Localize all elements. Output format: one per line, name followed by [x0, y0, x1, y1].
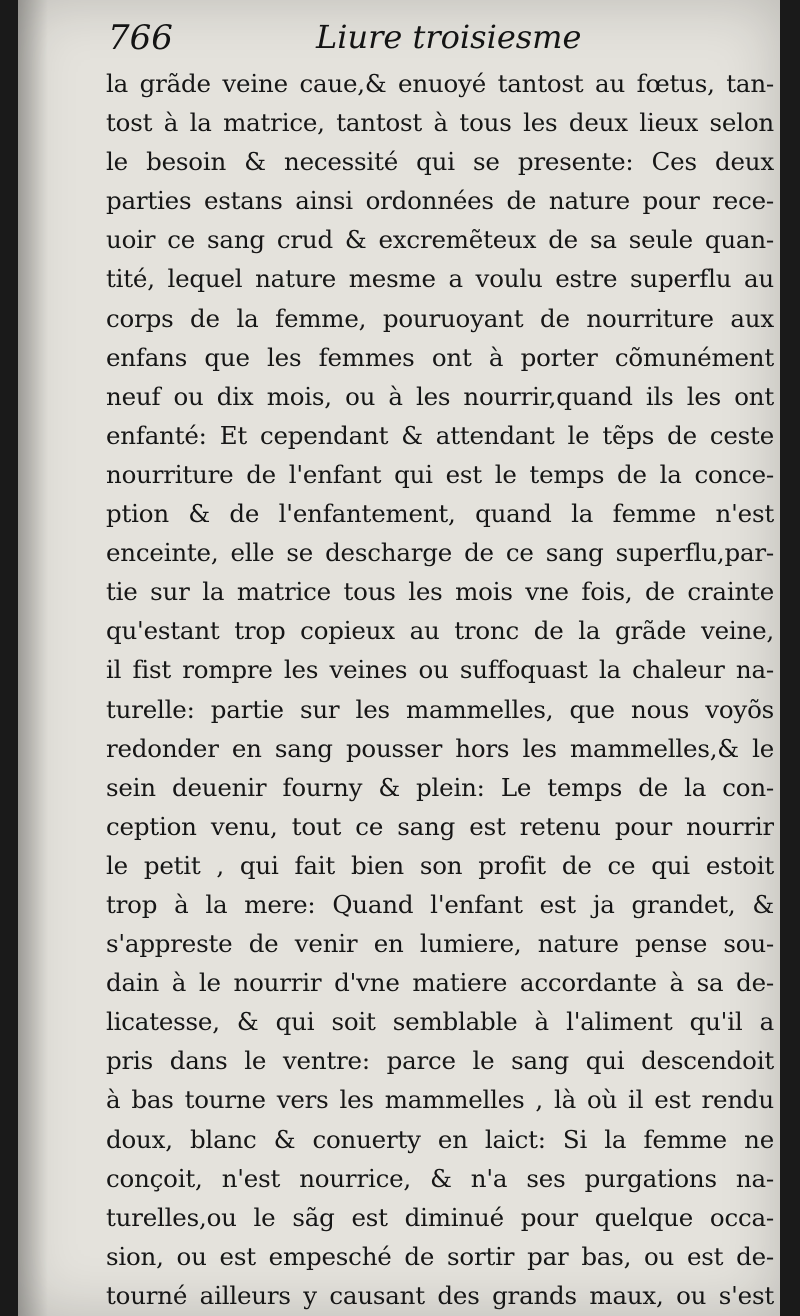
page-number: 766	[108, 18, 173, 58]
text-line: licatesse, & qui soit semblable à l'aliment qu'il a	[106, 1007, 774, 1037]
text-line: turelle: partie sur les mammelles, que nous voyõs	[106, 694, 774, 724]
text-line: ception venu, tout ce sang est retenu pour nourrir	[106, 811, 774, 841]
text-line: tost à la matrice, tantost à tous les deux lieux selon	[106, 108, 774, 138]
text-line: neuf ou dix mois, ou à les nourrir,quand ils les ont	[106, 381, 774, 411]
body-text	[106, 64, 774, 1315]
text-line: conçoit, n'est nourrice, & n'a ses purgations na-	[106, 1163, 774, 1193]
text-line: doux, blanc & conuerty en laict: Si la femme ne	[106, 1124, 774, 1154]
text-line: tourné ailleurs y causant des grands maux, ou s'est	[106, 1280, 774, 1310]
text-line: parties estans ainsi ordonnées de nature pour rece-	[106, 186, 774, 216]
book-page	[18, 0, 780, 1316]
text-line: turelles,ou le sãg est diminué pour quelque occa-	[106, 1202, 774, 1232]
text-line: tie sur la matrice tous les mois vne fois, de crainte	[106, 577, 774, 607]
text-line: il fist rompre les veines ou suffoquast la chaleur na-	[106, 655, 774, 685]
text-line: sein deuenir fourny & plein: Le temps de la con-	[106, 772, 774, 802]
text-line: sion, ou est empesché de sortir par bas, ou est de-	[106, 1241, 774, 1271]
text-line: enfanté: Et cependant & attendant le tẽps de ceste	[106, 420, 774, 450]
text-line: uoir ce sang crud & excremẽteux de sa seule quan-	[106, 225, 774, 255]
running-title: Liure troisiesme	[316, 18, 582, 56]
text-line: corps de la femme, pouruoyant de nourriture aux	[106, 303, 774, 333]
text-line: à bas tourne vers les mammelles , là où il est rendu	[106, 1085, 774, 1115]
text-line: le besoin & necessité qui se presente: Ces deux	[106, 147, 774, 177]
page-header	[108, 14, 768, 64]
text-line: ption & de l'enfantement, quand la femme n'est	[106, 499, 774, 529]
text-line: redonder en sang pousser hors les mammelles,& le	[106, 733, 774, 763]
text-line: enfans que les femmes ont à porter cõmunément	[106, 342, 774, 372]
text-line: dain à le nourrir d'vne matiere accordante à sa de-	[106, 968, 774, 998]
text-line: la grãde veine caue,& enuoyé tantost au fœtus, tan-	[106, 69, 774, 98]
text-line: s'appreste de venir en lumiere, nature pense sou-	[106, 929, 774, 959]
text-line: tité, lequel nature mesme a voulu estre superflu au	[106, 264, 774, 294]
text-line: trop à la mere: Quand l'enfant est ja grandet, &	[106, 889, 774, 919]
text-line: pris dans le ventre: parce le sang qui descendoit	[106, 1046, 774, 1076]
text-line: nourriture de l'enfant qui est le temps de la conce-	[106, 459, 774, 489]
text-line: qu'estant trop copieux au tronc de la grãde veine,	[106, 616, 774, 646]
text-line: enceinte, elle se descharge de ce sang superflu,par-	[106, 538, 774, 568]
text-line: le petit , qui fait bien son profit de ce qui estoit	[106, 850, 774, 880]
